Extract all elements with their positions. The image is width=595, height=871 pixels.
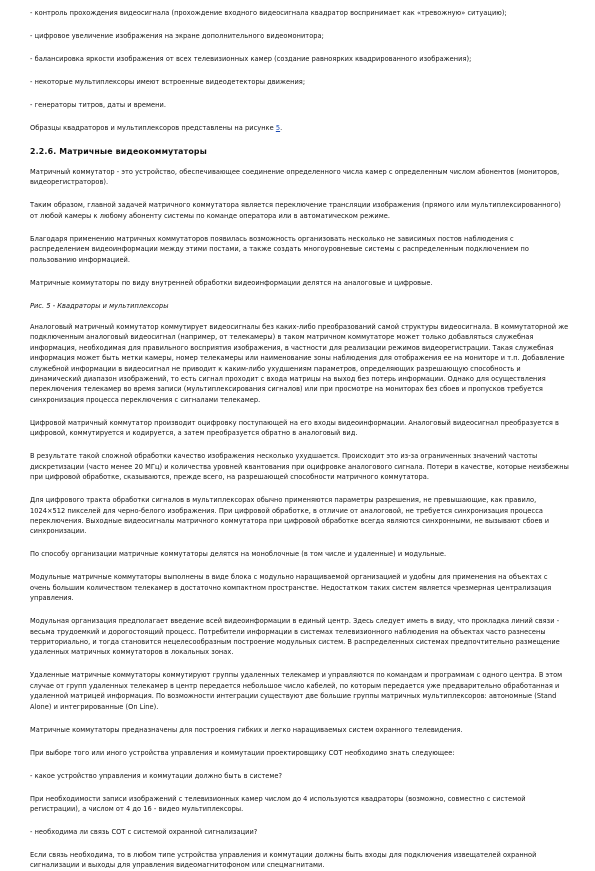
list-item: - какое устройство управления и коммутации должно быть в системе? [30, 771, 283, 780]
paragraph: Матричные коммутаторы предназначены для построения гибких и легко наращиваемых систем охранного телевидения. [30, 725, 463, 734]
paragraph: По способу организации матричные коммутаторы делятся на моноблочные (в том числе и удаленные) и модульные. [30, 550, 447, 559]
list-item: - цифровое увеличение изображения на экране дополнительного видеомонитора; [30, 32, 324, 40]
paragraph: Модульные матричные коммутаторы выполнены в виде блока с модульно наращиваемой организацией и удобны для применения на объектах с очень большим количеством телекамер в достаточно компактном пространстве. Недостатком таких систем является чрезмерная централизация управления. [30, 573, 552, 603]
figure-caption: Рис. 5 - Квадраторы и мультиплексоры [30, 301, 169, 310]
paragraph: Модульная организация предполагает введение всей видеоинформации в единый центр. Здесь следует иметь в виду, что прокладка линий связи - весьма трудоемкий и дорогостоящий процесс. Потребители информации в системах телевизионного наблюдения на объектах часто разнесены территориально, и тогда становится нецелесообразным построение модульных систем. В распределенных системах предпочтительно размещение удаленных матричных коммутаторов в локальных зонах. [30, 617, 560, 657]
paragraph: Матричные коммутаторы по виду внутренней обработки видеоинформации делятся на аналоговые и цифровые. [30, 278, 433, 287]
paragraph: Аналоговый матричный коммутатор коммутирует видеосигналы без каких-либо преобразований самой структуры видеосигнала. В коммутаторной же подключенным аналоговый видеосигнал (например, от телекамеры) в таком матричном коммутаторе может только добавляться служебная информация, необходимая для правильного восприятия изображения, в частности для реализации режимов видеорегистрации. Такая служебная информация может быть метки камеры, номер телекамеры или наименование зоны наблюдения для отображения ее на мониторе и т.п. Добавление служебной информации в видеосигнал не приводит к каким-либо ухудшениям параметров, определяющих разрешающую способность и динамический диапазон изображений, то есть сигнал проходит с входа матрицы на выход без потерь информации. Однако для осуществления переключения телекамер во время записи (мультиплексирования сигналов) или при просмотре на мониторах без сбоев и пропусков требуется синхронизация процесса переключения с сигналами телекамер. [30, 323, 569, 404]
list-item: - необходима ли связь СОТ с системой охранной сигнализации? [30, 827, 258, 836]
paragraph: Матричный коммутатор - это устройство, обеспечивающее соединение определенного числа камер с определенным числом абонентов (мониторов, видеорегистраторов). [30, 168, 560, 187]
list-item: - некоторые мультиплексоры имеют встроенные видеодетекторы движения; [30, 78, 306, 86]
list-item: - балансировка яркости изображения от всех телевизионных камер (создание равноярких квадрированного изображения); [30, 55, 472, 63]
figure-reference-suffix: . [280, 124, 283, 132]
paragraph: Цифровой матричный коммутатор производит оцифровку поступающей на его входы видеоинформации. Аналоговый видеосигнал преобразуется в цифровой, коммутируется и кодируется, а затем преобразуется обратно в аналоговый вид. [30, 418, 559, 438]
figure-reference-text: Образцы квадраторов и мультиплексоров представлены на рисунке [30, 124, 276, 132]
figure-reference [30, 123, 569, 133]
paragraph: Благодаря применению матричных коммутаторов появилась возможность организовать несколько не зависимых постов наблюдения с распределением видеоинформации между этими постами, а также создать многоуровневые системы с распределенным подключением по пользованию информацией. [30, 234, 529, 264]
paragraph: Если связь необходима, то в любом типе устройства управления и коммутации должны быть входы для подключения извещателей охранной сигнализации и выходы для управления видеомагнитофоном или спецмагнитами. [30, 850, 537, 870]
figure-link[interactable]: 5 [275, 124, 281, 132]
paragraph: При выборе того или иного устройства управления и коммутации проектировщику СОТ необходимо знать следующее: [30, 748, 455, 757]
paragraph: В результате такой сложной обработки качество изображения несколько ухудшается. Происходит это из-за ограниченных значений частоты дискретизации (часто менее 20 МГц) и количества уровней квантования при оцифровке аналогового сигнала. Потери в качестве, которые неизбежны при цифровой обработке, сказываются, прежде всего, на разрешающей способности матричного коммутатора. [30, 452, 569, 482]
paragraph: Таким образом, главной задачей матричного коммутатора является переключение трансляции изображения (прямого или мультиплексированного) от любой камеры к любому абоненту системы по команде оператора или в автоматическом режиме. [30, 201, 561, 220]
section-heading: 2.2.6. Матричные видеокоммутаторы [30, 147, 207, 156]
paragraph: При необходимости записи изображений с телевизионных камер числом до 4 используются квадраторы (возможно, совместно с системой регистрации), а числом от 4 до 16 - видео мультиплексоры. [30, 794, 526, 813]
list-item: - контроль прохождения видеосигнала (прохождение входного видеосигнала квадратор воспринимает как «тревожную» ситуацию); [30, 9, 507, 17]
list-item: - генераторы титров, даты и времени. [30, 101, 166, 109]
paragraph: Для цифрового тракта обработки сигналов в мультиплексорах обычно применяются параметры разрешения, не превышающие, как правило, 1024×512 пикселей для черно-белого изображения. При цифровой обработке, в отличие от аналоговой, не требуется синхронизация процесса переключения. Выходные видеосигналы матричного коммутатора при цифровой обработке всегда являются синхронными, не вызывают сбоев и синхронизации. [30, 496, 550, 536]
paragraph: Удаленные матричные коммутаторы коммутируют группы удаленных телекамер и управляются по командам и программам с одного центра. В этом случае от групп удаленных телекамер в центр передается небольшое число кабелей, по которым передается уже предварительно обработанная и удаленной матрицей информация. По возможности интеграции существуют две большие группы матричных мультиплексоров: автономные (Stand Alone) и интегрированные (On Line). [30, 671, 563, 711]
